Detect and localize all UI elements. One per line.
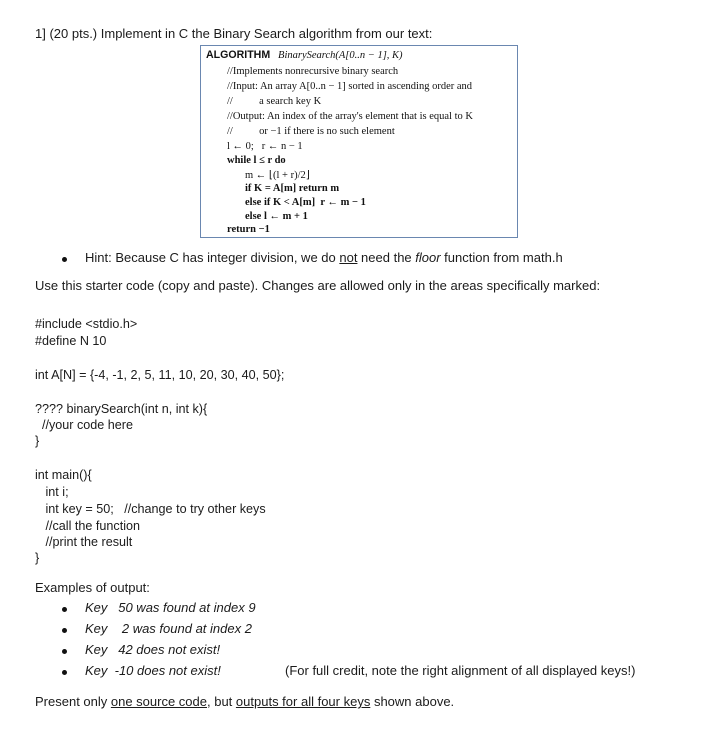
code-line: //call the function	[35, 519, 141, 533]
code-line: #include <stdio.h>	[35, 317, 138, 331]
code-line: ???? binarySearch(int n, int k){	[35, 402, 208, 416]
algo-line: else l ← m + 1	[245, 211, 308, 222]
algo-line: else if K < A[m] r ← m − 1	[245, 197, 366, 208]
bullet	[62, 649, 67, 654]
algo-line: while l ≤ r do	[227, 155, 286, 166]
example-item: Key 50 was found at index 9	[85, 600, 256, 615]
algo-line: return −1	[227, 224, 270, 235]
example-item: Key 2 was found at index 2	[85, 621, 252, 636]
algo-line: l ← 0; r ← n − 1	[227, 141, 303, 152]
bullet	[62, 628, 67, 633]
footer-text: Present only one source code, but outputs for all four keys shown above.	[35, 694, 455, 709]
algorithm-signature: BinarySearch(A[0..n − 1], K)	[278, 50, 403, 61]
code-line: }	[35, 551, 40, 565]
algo-line: //Output: An index of the array's element that is equal to K	[227, 111, 473, 122]
example-item: Key -10 does not exist!	[85, 663, 221, 678]
code-line: #define N 10	[35, 334, 107, 348]
code-line: //print the result	[35, 535, 133, 549]
question-title: 1] (20 pts.) Implement in C the Binary Search algorithm from our text:	[35, 26, 433, 41]
example-note: (For full credit, note the right alignment of all displayed keys!)	[285, 663, 636, 678]
algo-line: // a search key K	[227, 96, 322, 107]
algo-line: // or −1 if there is no such element	[227, 126, 395, 137]
bullet	[62, 257, 67, 262]
algo-line: //Input: An array A[0..n − 1] sorted in ascending order and	[227, 81, 473, 92]
algo-line: if K = A[m] return m	[245, 183, 340, 194]
algorithm-box	[200, 45, 518, 238]
bullet	[62, 670, 67, 675]
code-line: //your code here	[35, 418, 134, 432]
examples-heading: Examples of output:	[35, 580, 150, 595]
code-line: int main(){	[35, 468, 92, 482]
algorithm-keyword: ALGORITHM	[206, 49, 271, 61]
bullet	[62, 607, 67, 612]
example-item: Key 42 does not exist!	[85, 642, 221, 657]
code-line: }	[35, 434, 40, 448]
code-line: int key = 50; //change to try other keys	[35, 502, 266, 516]
code-line: int i;	[35, 485, 69, 499]
instruction-text: Use this starter code (copy and paste). Changes are allowed only in the areas specifically marked:	[35, 278, 601, 293]
hint-text: Hint: Because C has integer division, we do not need the floor function from math.h	[85, 250, 563, 265]
code-line: int A[N] = {-4, -1, 2, 5, 11, 10, 20, 30, 40, 50};	[35, 368, 285, 382]
algo-line: //Implements nonrecursive binary search	[227, 66, 399, 77]
algorithm-header	[206, 49, 403, 61]
algo-line: m ← ⌊(l + r)/2⌋	[245, 170, 310, 181]
